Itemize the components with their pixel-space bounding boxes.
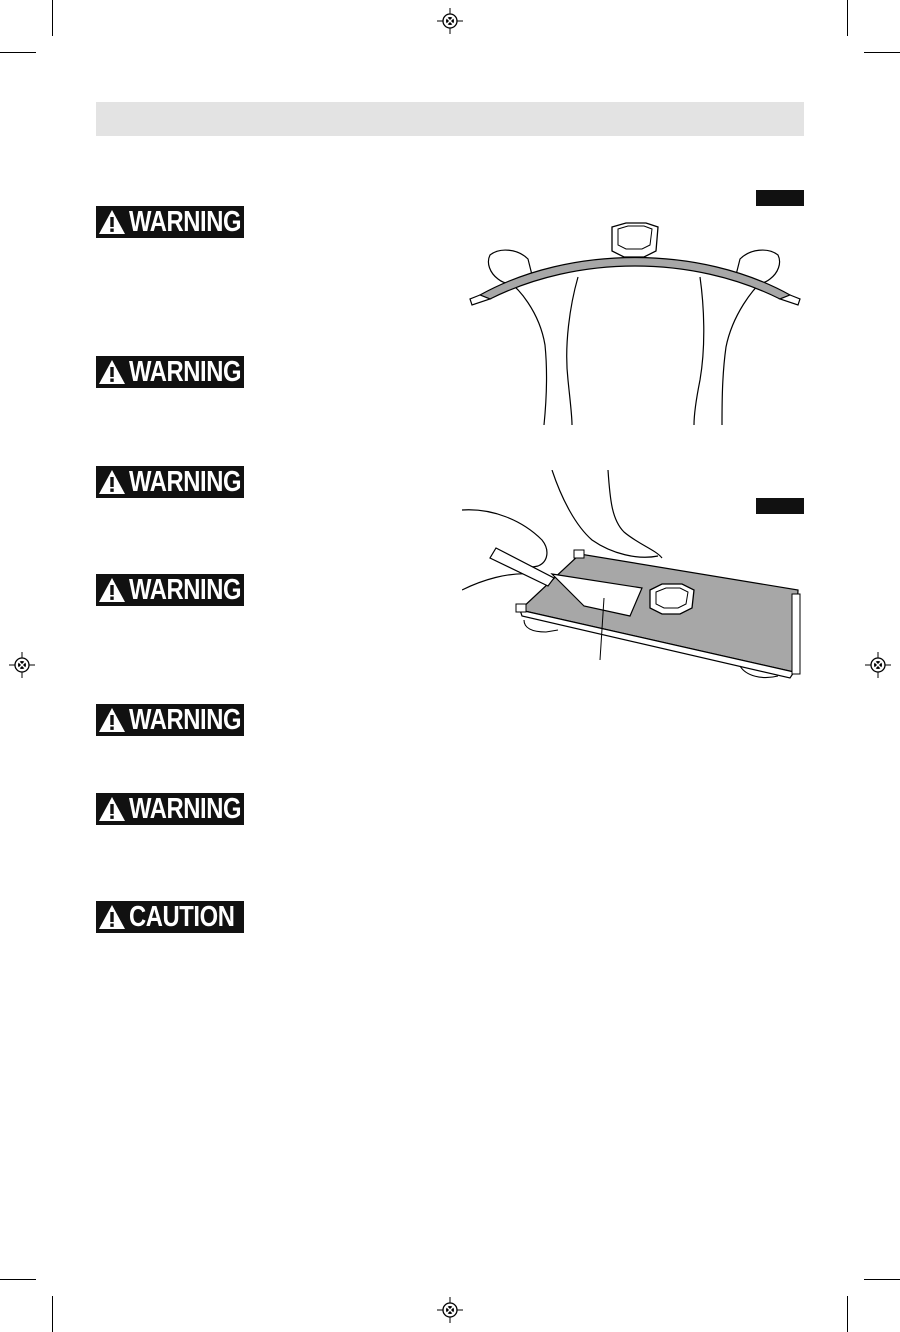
crop-mark-bottom-left-v [52,1296,53,1332]
signal-word: WARNING [128,703,241,736]
figure-scraper-illustration [462,470,810,685]
warning-badge [96,574,244,606]
alert-triangle-icon [98,209,126,235]
warning-badge [96,793,244,825]
warning-badge [96,466,244,498]
crop-mark-top-right-h [864,52,900,53]
alert-triangle-icon [98,796,126,822]
registration-mark-icon [865,652,891,678]
warning-badge [96,206,244,238]
registration-mark-icon [437,8,463,34]
warning-badge [96,704,244,736]
registration-mark-icon [437,1297,463,1323]
signal-word: WARNING [128,792,241,825]
crop-mark-top-right-v [847,0,848,36]
alert-triangle-icon [98,904,126,930]
caution-badge [96,901,244,933]
crop-mark-bottom-right-v [847,1296,848,1332]
signal-word: WARNING [128,205,241,238]
crop-mark-top-left-h [0,52,36,53]
figure-label-tab [756,190,804,206]
signal-word: WARNING [128,465,241,498]
crop-mark-bottom-right-h [864,1279,900,1280]
figure-flex-sheet-illustration [460,215,810,430]
signal-word: CAUTION [128,900,234,933]
alert-triangle-icon [98,707,126,733]
crop-mark-top-left-v [52,0,53,36]
warning-badge [96,356,244,388]
registration-mark-icon [9,652,35,678]
alert-triangle-icon [98,469,126,495]
alert-triangle-icon [98,577,126,603]
section-header-band [96,102,804,136]
signal-word: WARNING [128,573,241,606]
signal-word: WARNING [128,355,241,388]
alert-triangle-icon [98,359,126,385]
crop-mark-bottom-left-h [0,1279,36,1280]
